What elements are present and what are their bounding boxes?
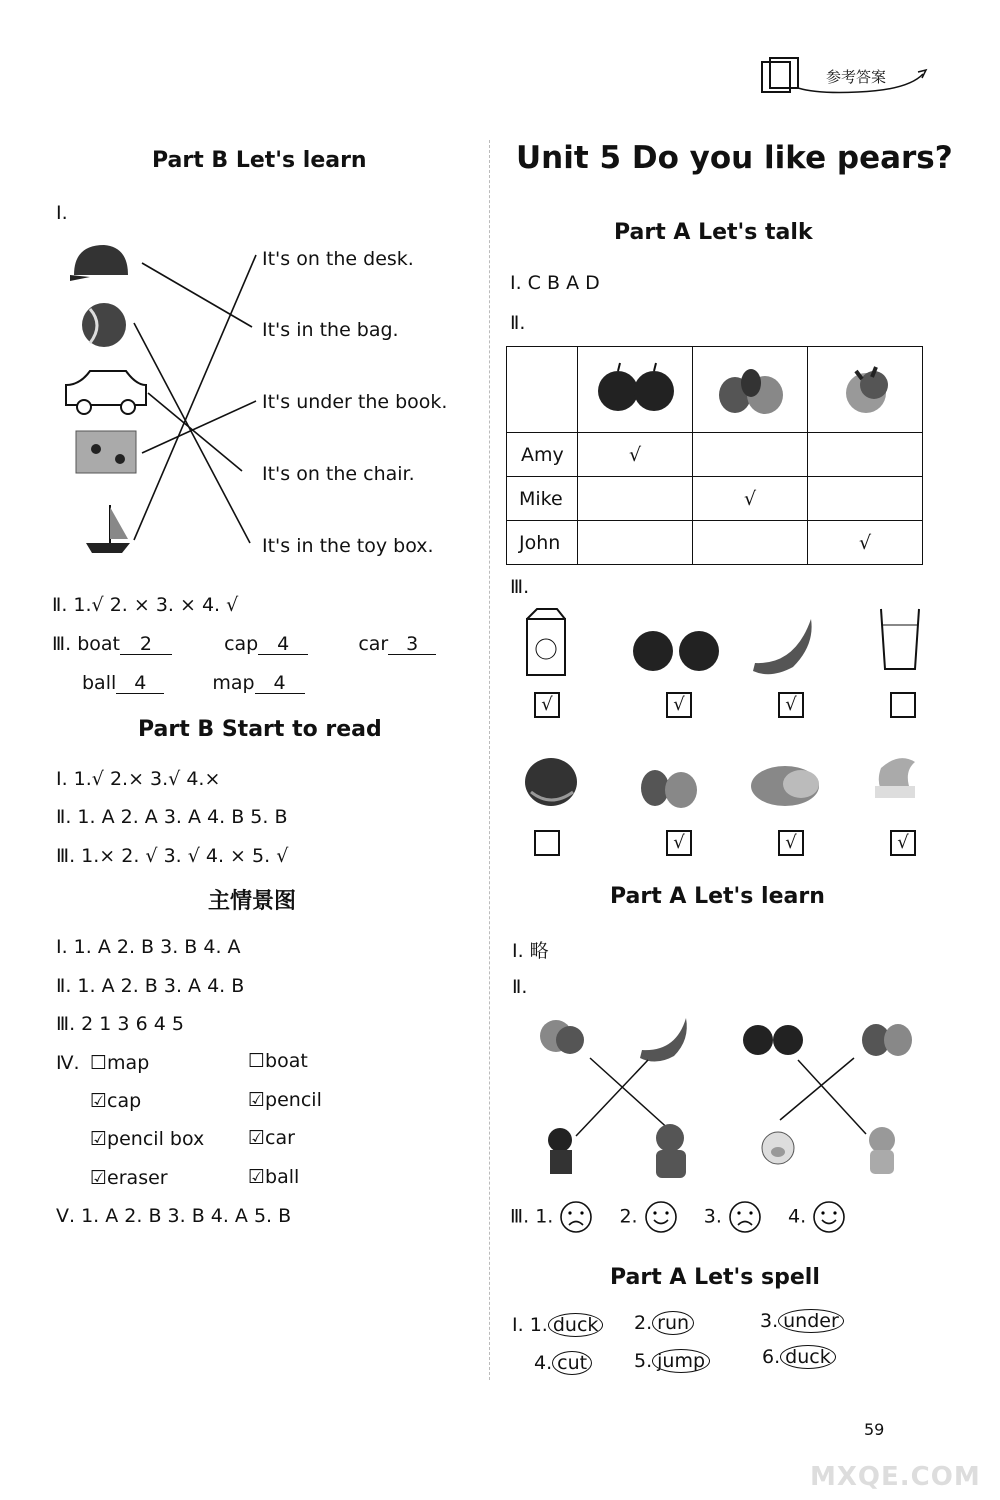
grapes-picture (875, 758, 915, 798)
apple-icon (590, 357, 680, 417)
check-boat: ☐boat (248, 1050, 308, 1072)
check-pencil: ☑pencil (248, 1089, 322, 1111)
oranges-item (540, 1020, 584, 1054)
map-picture (76, 431, 136, 473)
checkbox-watermelon (534, 830, 560, 856)
sentence-2: It's in the bag. (262, 319, 399, 341)
q3-row2: ball 4 map 4 (82, 672, 305, 694)
header-label: 参考答案 (826, 68, 887, 86)
q4-label: Ⅳ. (56, 1052, 80, 1074)
learn-q1: Ⅰ. 略 (512, 940, 549, 962)
animal-match-lines (576, 1058, 866, 1136)
check-row-1 (534, 692, 934, 722)
checkbox-milk: √ (534, 692, 560, 718)
ball-picture (82, 303, 126, 347)
pears-header (693, 347, 808, 433)
check-pencil-box: ☑pencil box (90, 1128, 205, 1150)
scene-line-3: Ⅲ. 2 1 3 6 4 5 (56, 1013, 184, 1035)
faces-row: Ⅲ. 1. 2. 3. 4. (510, 1200, 846, 1234)
cap-picture (70, 245, 128, 281)
banana-picture (753, 619, 812, 674)
spell-row-1: Ⅰ. 1. duck (512, 1313, 603, 1337)
learn-q2-label: Ⅱ. (512, 976, 528, 998)
apples-header (578, 347, 693, 433)
spell-item-4: 4. cut (534, 1351, 592, 1375)
talk-q3-label: Ⅲ. (510, 576, 530, 598)
sad-face-icon (559, 1200, 593, 1234)
check-car: ☑car (248, 1127, 295, 1149)
pear-icon (705, 357, 795, 417)
talk-q2-label: Ⅱ. (510, 312, 526, 334)
partB-learn-title: Part B Let's learn (152, 148, 367, 173)
pig-item (762, 1132, 794, 1164)
scene-line-1: Ⅰ. 1. A 2. B 3. B 4. A (56, 936, 241, 958)
likes-table: Amy √ Mike √ John √ (506, 346, 923, 565)
watermelon-picture (525, 758, 577, 806)
dog-item (869, 1127, 895, 1174)
spell-item-5: 5. jump (634, 1349, 710, 1373)
partA-learn-title: Part A Let's learn (610, 884, 825, 909)
happy-face-icon (812, 1200, 846, 1234)
check-ball: ☑ball (248, 1166, 300, 1188)
monkey-item (548, 1128, 572, 1174)
watermark: MXQE.COM (810, 1462, 981, 1492)
orange-icon (820, 357, 910, 417)
spell-item-2: 2. run (634, 1311, 694, 1335)
q1-label: Ⅰ. (56, 202, 68, 224)
column-divider (489, 140, 490, 1380)
check-row-2 (534, 830, 934, 860)
sentence-4: It's on the chair. (262, 463, 415, 485)
sad-face-icon (728, 1200, 762, 1234)
boat-picture (86, 505, 130, 553)
partA-talk-title: Part A Let's talk (614, 220, 813, 245)
food-row-1 (515, 605, 935, 680)
partA-spell-title: Part A Let's spell (610, 1265, 820, 1290)
apples-picture (633, 631, 719, 671)
q5-answers: Ⅴ. 1. A 2. B 3. B 4. A 5. B (56, 1205, 292, 1227)
row-john: John (507, 521, 578, 565)
sentence-5: It's in the toy box. (262, 535, 434, 557)
banana-item (640, 1018, 687, 1062)
animal-matching (530, 1010, 930, 1185)
page-number: 59 (864, 1420, 885, 1439)
q2-answers: Ⅱ. 1.√ 2. × 3. × 4. √ (52, 594, 239, 616)
read-line-1: Ⅰ. 1.√ 2.× 3.√ 4.× (56, 768, 221, 790)
check-map: ☐map (90, 1052, 150, 1074)
checkbox-oranges: √ (778, 830, 804, 856)
check-cap: ☑cap (90, 1090, 142, 1112)
food-row-2 (515, 748, 935, 818)
scene-title: 主情景图 (208, 889, 297, 914)
apples-item (743, 1025, 803, 1055)
bear-item (656, 1124, 686, 1178)
header-logo (758, 52, 938, 102)
happy-face-icon (644, 1200, 678, 1234)
oranges-header (808, 347, 923, 433)
checkbox-water (890, 692, 916, 718)
scene-line-2: Ⅱ. 1. A 2. B 3. A 4. B (56, 975, 245, 997)
row-amy: Amy (507, 433, 578, 477)
pears-item (862, 1024, 912, 1056)
spell-item-6: 6. duck (762, 1345, 836, 1369)
checkbox-pears: √ (666, 830, 692, 856)
checkbox-apples: √ (666, 692, 692, 718)
checkbox-grapes: √ (890, 830, 916, 856)
match-lines (134, 255, 256, 543)
unit-title: Unit 5 Do you like pears? (516, 140, 953, 176)
checkbox-banana: √ (778, 692, 804, 718)
glass-picture (881, 609, 919, 669)
sentence-1: It's on the desk. (262, 248, 414, 270)
q3-row1: Ⅲ. boat 2 cap 4 car 3 (52, 633, 436, 655)
milk-picture (527, 609, 565, 675)
pears-picture-2 (641, 770, 697, 808)
car-picture (66, 371, 146, 414)
row-mike: Mike (507, 477, 578, 521)
check-eraser: ☑eraser (90, 1167, 168, 1189)
read-line-3: Ⅲ. 1.× 2. √ 3. √ 4. × 5. √ (56, 845, 289, 867)
talk-q1: Ⅰ. C B A D (510, 272, 600, 294)
oranges-picture-2 (751, 766, 819, 806)
sentence-3: It's under the book. (262, 391, 448, 413)
partB-read-title: Part B Start to read (138, 717, 382, 742)
read-line-2: Ⅱ. 1. A 2. A 3. A 4. B 5. B (56, 806, 288, 828)
spell-item-3: 3. under (760, 1309, 844, 1333)
